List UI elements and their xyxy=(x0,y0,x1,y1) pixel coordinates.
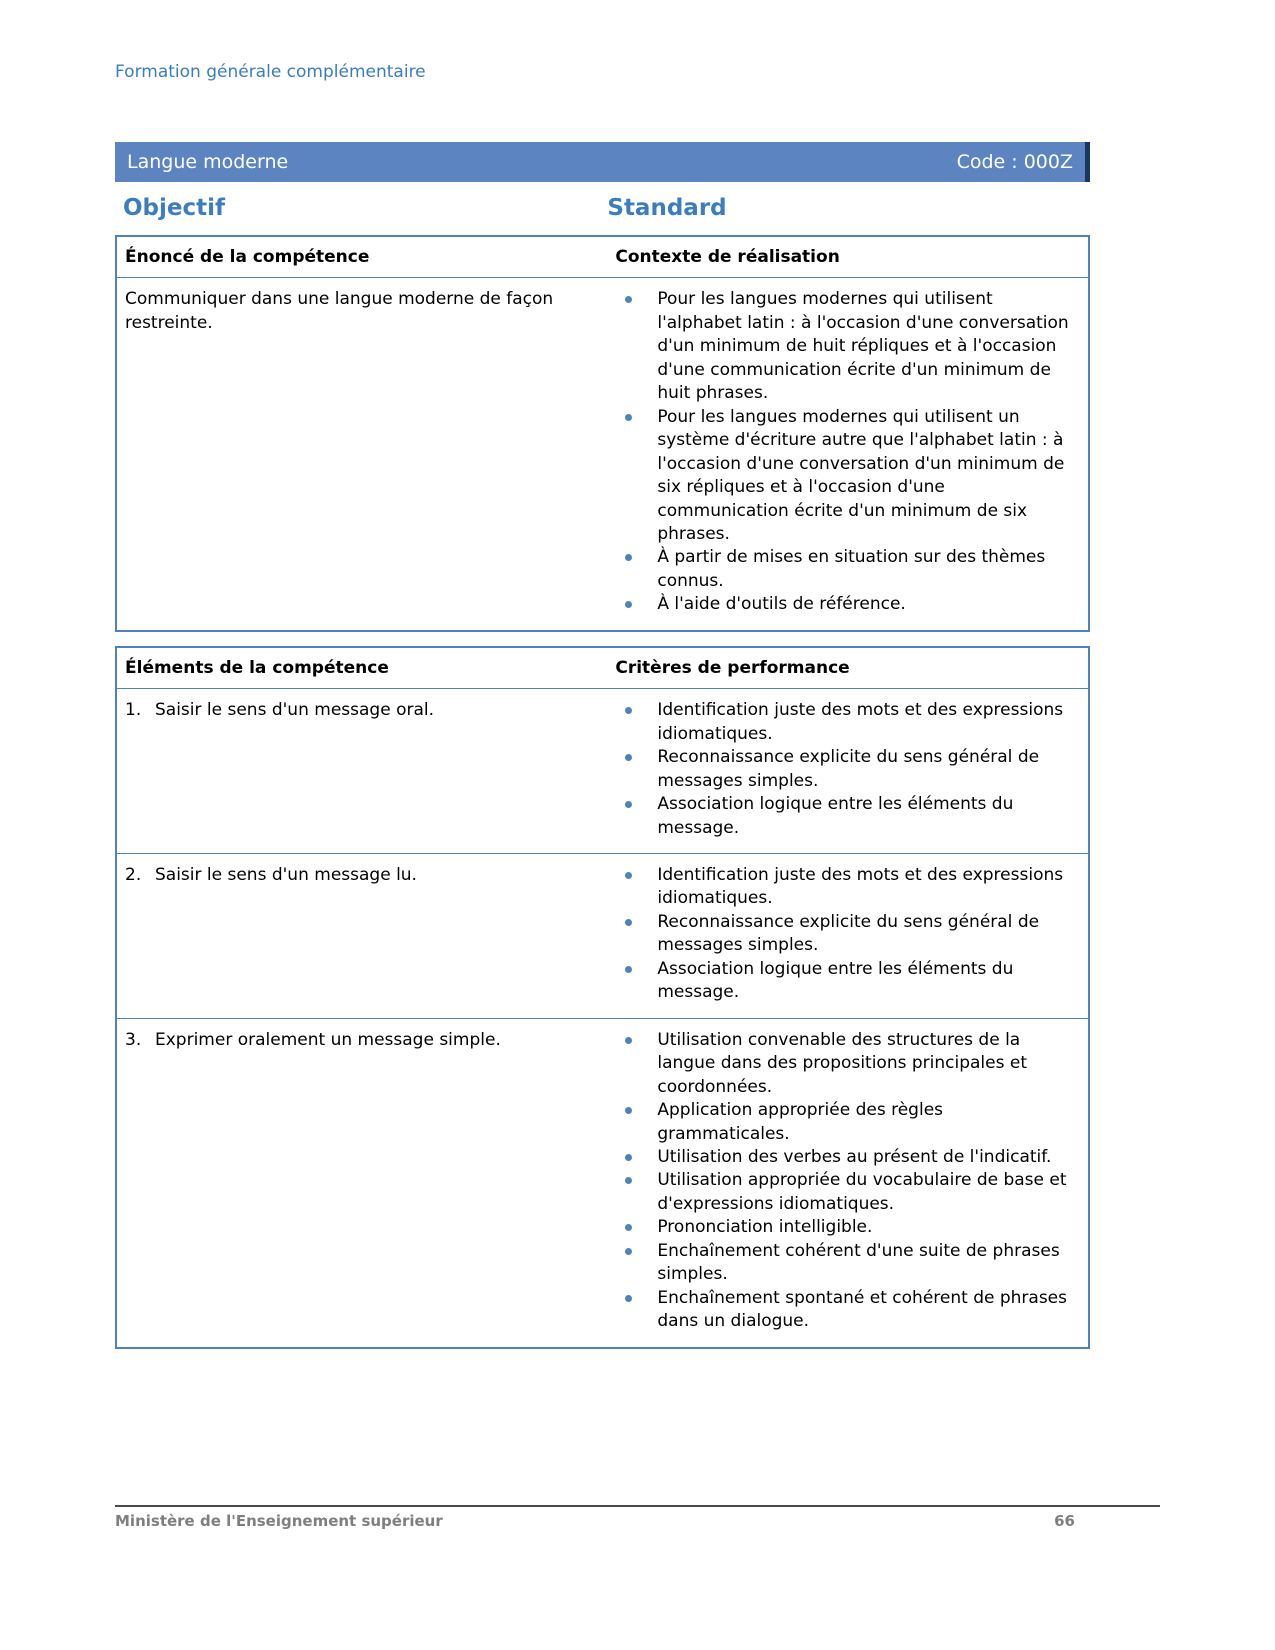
element-text: Exprimer oralement un message simple. xyxy=(155,1029,501,1050)
criteria-cell xyxy=(607,1018,1089,1347)
objectif-heading: Objectif xyxy=(123,195,226,221)
context-bullet-list xyxy=(615,288,1078,616)
bullet-item: Enchaînement cohérent d'une suite de phrases simples. xyxy=(615,1240,1078,1287)
elements-table-header-right: Critères de performance xyxy=(607,647,1089,689)
elements-table xyxy=(115,646,1090,1349)
bullet-item: Enchaînement spontané et cohérent de phrases dans un dialogue. xyxy=(615,1287,1078,1334)
criteria-bullet-list xyxy=(615,699,1078,840)
title-bar xyxy=(115,142,1090,182)
element-cell xyxy=(116,689,607,854)
section-label: Formation générale complémentaire xyxy=(115,62,426,82)
bullet-item: À partir de mises en situation sur des thèmes connus. xyxy=(615,546,1078,593)
element-text: Saisir le sens d'un message lu. xyxy=(155,864,417,885)
bullet-item: Utilisation des verbes au présent de l'indicatif. xyxy=(615,1146,1078,1169)
bullet-item: Pour les langues modernes qui utilisent un système d'écriture autre que l'alphabet latin : à l'occasion d'une conversation d'un minimum de six répliques et à l'occasion d'une communication écrite d'un minimum de six phrases. xyxy=(615,406,1078,547)
column-headings xyxy=(115,195,1090,221)
element-cell xyxy=(116,853,607,1018)
competence-table xyxy=(115,235,1090,632)
bullet-item: Utilisation appropriée du vocabulaire de base et d'expressions idiomatiques. xyxy=(615,1169,1078,1216)
table-row xyxy=(116,278,1089,631)
element-number: 2. xyxy=(125,864,142,885)
criteria-cell xyxy=(607,689,1089,854)
page-footer xyxy=(115,1505,1160,1530)
element-text: Saisir le sens d'un message oral. xyxy=(155,700,434,721)
criteria-bullet-list xyxy=(615,1029,1078,1334)
bullet-item: Utilisation convenable des structures de la langue dans des propositions principales et coordonnées. xyxy=(615,1029,1078,1099)
table-row xyxy=(116,689,1089,854)
element-cell xyxy=(116,1018,607,1347)
course-code: Code : 000Z xyxy=(956,151,1073,173)
bullet-item: Reconnaissance explicite du sens général de messages simples. xyxy=(615,746,1078,793)
bullet-item: Prononciation intelligible. xyxy=(615,1216,1078,1239)
element-number: 1. xyxy=(125,700,142,721)
competence-table-header-left: Énoncé de la compétence xyxy=(116,236,607,278)
element-number: 3. xyxy=(125,1029,142,1050)
bullet-item: Association logique entre les éléments du message. xyxy=(615,958,1078,1005)
standard-heading: Standard xyxy=(607,195,727,221)
footer-ministry: Ministère de l'Enseignement supérieur xyxy=(115,1512,443,1530)
competence-table-header-right: Contexte de réalisation xyxy=(607,236,1089,278)
criteria-cell xyxy=(607,853,1089,1018)
page-number: 66 xyxy=(1054,1512,1075,1530)
bullet-item: Identification juste des mots et des expressions idiomatiques. xyxy=(615,864,1078,911)
bullet-item: Pour les langues modernes qui utilisent l'alphabet latin : à l'occasion d'une conversation d'un minimum de huit répliques et à l'occasion d'une communication écrite d'un minimum de huit phrases. xyxy=(615,288,1078,405)
bullet-item: Application appropriée des règles grammaticales. xyxy=(615,1099,1078,1146)
bullet-item: Identification juste des mots et des expressions idiomatiques. xyxy=(615,699,1078,746)
criteria-bullet-list xyxy=(615,864,1078,1005)
table-header-row xyxy=(116,236,1089,278)
table-row xyxy=(116,1018,1089,1347)
table-row xyxy=(116,853,1089,1018)
competence-statement: Communiquer dans une langue moderne de façon restreinte. xyxy=(125,289,554,333)
bullet-item: Association logique entre les éléments du message. xyxy=(615,793,1078,840)
bullet-item: À l'aide d'outils de référence. xyxy=(615,593,1078,616)
bullet-item: Reconnaissance explicite du sens général de messages simples. xyxy=(615,911,1078,958)
table-header-row xyxy=(116,647,1089,689)
course-title: Langue moderne xyxy=(127,151,289,173)
context-cell xyxy=(607,278,1089,631)
elements-table-header-left: Éléments de la compétence xyxy=(116,647,607,689)
